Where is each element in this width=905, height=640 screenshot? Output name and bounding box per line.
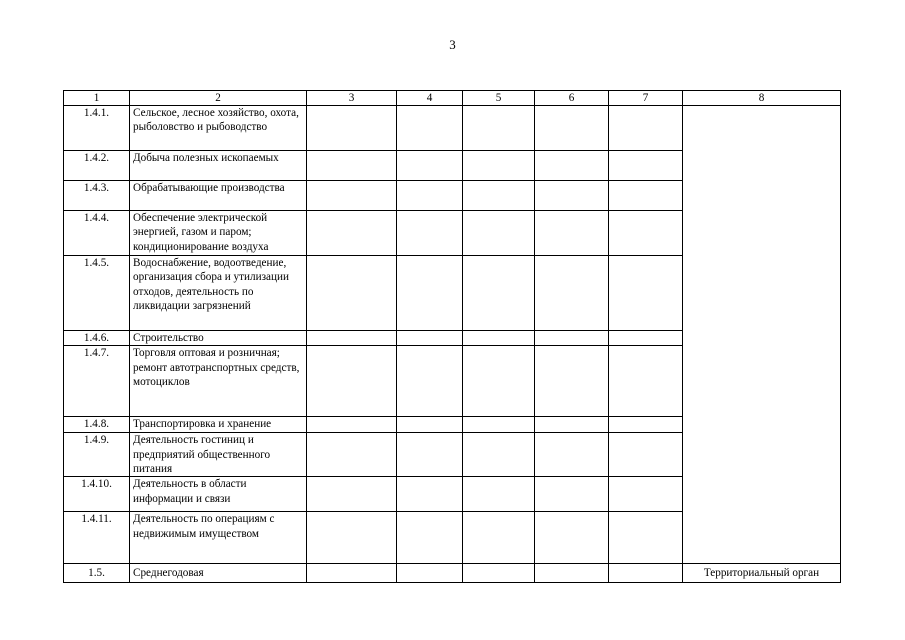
table-cell xyxy=(463,433,535,477)
data-table xyxy=(63,90,841,583)
table-cell xyxy=(535,477,609,512)
table-cell xyxy=(535,433,609,477)
table-cell xyxy=(397,331,463,346)
merged-column-8-cell xyxy=(683,106,841,564)
row-number: 1.4.8. xyxy=(64,417,130,433)
header-cell: 4 xyxy=(397,91,463,106)
table-cell xyxy=(463,477,535,512)
table-cell xyxy=(307,564,397,583)
row-number: 1.5. xyxy=(64,564,130,583)
row-name: Среднегодовая xyxy=(130,564,307,583)
row-name: Сельское, лесное хозяйство, охота, рыболовство и рыбоводство xyxy=(130,106,307,151)
table-cell xyxy=(609,256,683,331)
table-cell xyxy=(307,256,397,331)
table-row xyxy=(64,564,841,583)
table-cell xyxy=(463,106,535,151)
row-name: Добыча полезных ископаемых xyxy=(130,151,307,181)
row-number: 1.4.7. xyxy=(64,346,130,417)
header-cell: 2 xyxy=(130,91,307,106)
table-cell xyxy=(307,512,397,564)
table-cell xyxy=(397,346,463,417)
table-cell xyxy=(463,512,535,564)
table-cell xyxy=(609,346,683,417)
table-cell xyxy=(397,512,463,564)
table-cell xyxy=(535,564,609,583)
row-name: Водоснабжение, водоотведение, организация сбора и утилизации отходов, деятельность по ликвидации загрязнений xyxy=(130,256,307,331)
table-cell xyxy=(397,106,463,151)
table-cell xyxy=(535,331,609,346)
row-name: Обрабатывающие производства xyxy=(130,181,307,211)
table-cell xyxy=(535,256,609,331)
table-cell xyxy=(397,417,463,433)
table-cell xyxy=(307,181,397,211)
table-cell xyxy=(463,346,535,417)
table-cell xyxy=(609,151,683,181)
table-cell xyxy=(535,106,609,151)
table-cell xyxy=(307,477,397,512)
header-cell: 5 xyxy=(463,91,535,106)
table-cell xyxy=(307,417,397,433)
header-cell: 7 xyxy=(609,91,683,106)
table-cell xyxy=(307,331,397,346)
row-number: 1.4.6. xyxy=(64,331,130,346)
responsible-body-cell: Территориальный орган xyxy=(683,564,841,583)
header-cell: 1 xyxy=(64,91,130,106)
table-cell xyxy=(397,564,463,583)
table-cell xyxy=(307,151,397,181)
row-number: 1.4.2. xyxy=(64,151,130,181)
row-number: 1.4.10. xyxy=(64,477,130,512)
row-name: Строительство xyxy=(130,331,307,346)
table-cell xyxy=(463,181,535,211)
row-number: 1.4.1. xyxy=(64,106,130,151)
row-number: 1.4.4. xyxy=(64,211,130,256)
table-cell xyxy=(307,211,397,256)
table-cell xyxy=(463,151,535,181)
table-cell xyxy=(609,331,683,346)
table-cell xyxy=(307,433,397,477)
table-cell xyxy=(397,477,463,512)
table-cell xyxy=(397,211,463,256)
table-cell xyxy=(397,256,463,331)
table-cell xyxy=(609,211,683,256)
row-name: Торговля оптовая и розничная; ремонт автотранспортных средств, мотоциклов xyxy=(130,346,307,417)
table-cell xyxy=(535,512,609,564)
header-row xyxy=(64,91,841,106)
header-cell: 3 xyxy=(307,91,397,106)
table-cell xyxy=(609,106,683,151)
table-cell xyxy=(397,433,463,477)
table-cell xyxy=(463,417,535,433)
table-cell xyxy=(535,417,609,433)
table-row xyxy=(64,106,841,151)
table-cell xyxy=(609,417,683,433)
table-cell xyxy=(609,564,683,583)
row-number: 1.4.5. xyxy=(64,256,130,331)
header-cell: 6 xyxy=(535,91,609,106)
row-name: Деятельность в области информации и связи xyxy=(130,477,307,512)
row-number: 1.4.9. xyxy=(64,433,130,477)
table-cell xyxy=(609,181,683,211)
table-cell xyxy=(535,181,609,211)
header-cell: 8 xyxy=(683,91,841,106)
table-cell xyxy=(307,346,397,417)
table-cell xyxy=(397,181,463,211)
table-cell xyxy=(535,346,609,417)
row-number: 1.4.11. xyxy=(64,512,130,564)
row-name: Деятельность гостиниц и предприятий общественного питания xyxy=(130,433,307,477)
row-name: Транспортировка и хранение xyxy=(130,417,307,433)
table-cell xyxy=(397,151,463,181)
table-cell xyxy=(307,106,397,151)
table-cell xyxy=(609,433,683,477)
row-name: Деятельность по операциям с недвижимым имуществом xyxy=(130,512,307,564)
table-cell xyxy=(463,564,535,583)
table-cell xyxy=(463,256,535,331)
row-number: 1.4.3. xyxy=(64,181,130,211)
row-name: Обеспечение электрической энергией, газом и паром; кондиционирование воздуха xyxy=(130,211,307,256)
table-cell xyxy=(463,211,535,256)
table-cell xyxy=(609,477,683,512)
table-cell xyxy=(609,512,683,564)
page-number: 3 xyxy=(449,37,456,52)
table-cell xyxy=(535,151,609,181)
table-cell xyxy=(463,331,535,346)
table-cell xyxy=(535,211,609,256)
